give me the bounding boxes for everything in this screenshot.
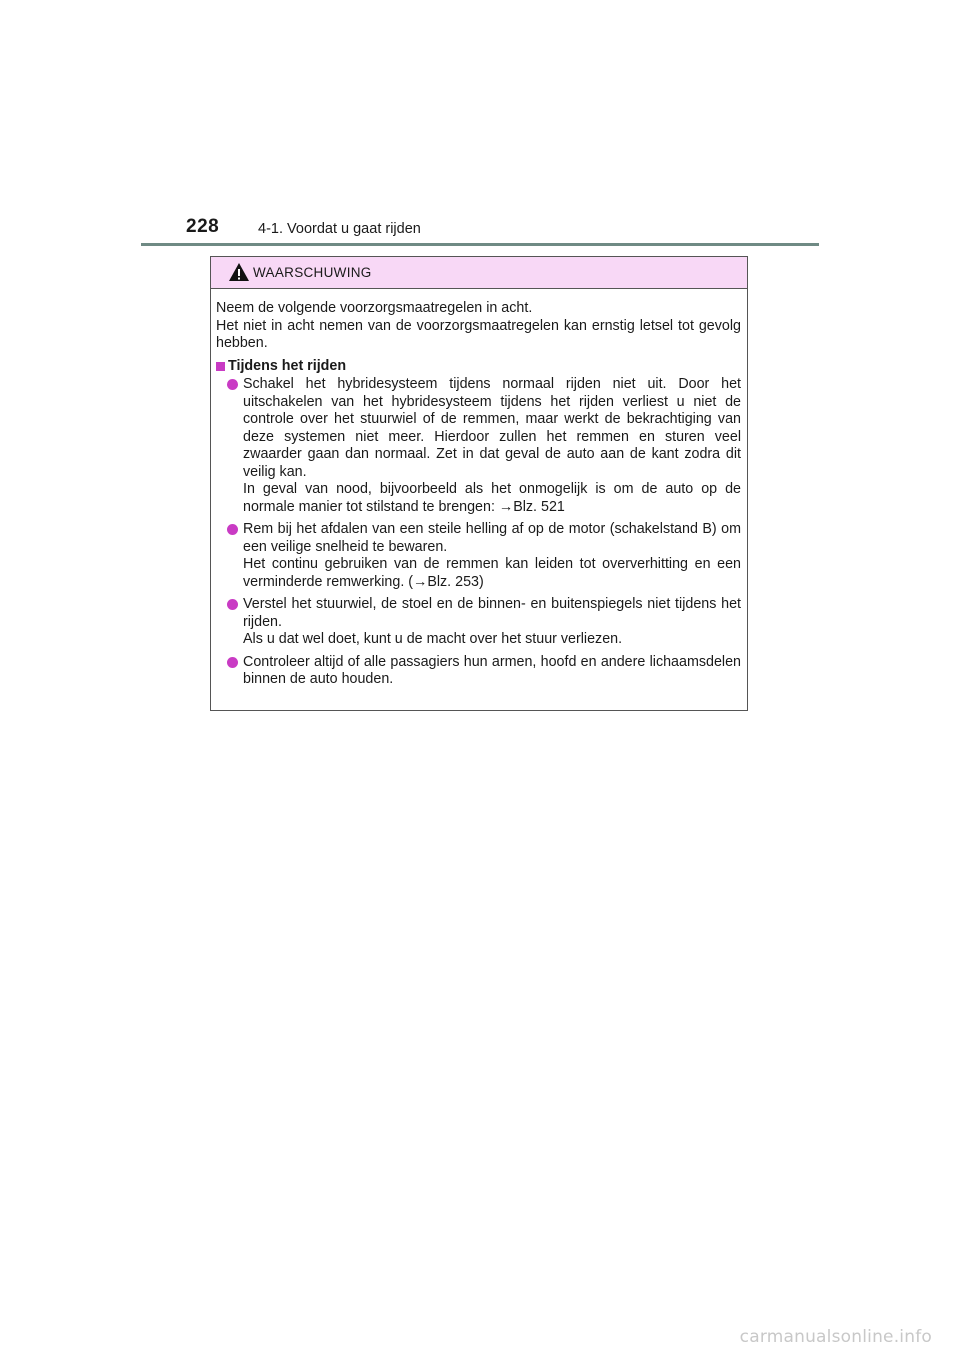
bullet-list xyxy=(216,376,741,689)
warning-triangle-icon xyxy=(228,262,250,282)
bullet-text: In geval van nood, bijvoorbeeld als het onmogelijk is om de auto op de normale manier tot stilstand te brengen: →Blz. 521 xyxy=(243,481,741,515)
header-rule xyxy=(141,243,819,246)
dot-bullet-icon xyxy=(227,599,238,610)
warning-header xyxy=(211,257,747,289)
subheading xyxy=(216,358,741,376)
bullet-text: Verstel het stuurwiel, de stoel en de binnen- en buitenspiegels niet tijdens het rijden. xyxy=(243,596,741,630)
list-item xyxy=(216,521,741,591)
list-item xyxy=(216,654,741,689)
list-item xyxy=(216,596,741,649)
dot-bullet-icon xyxy=(227,379,238,390)
section-title: 4-1. Voordat u gaat rijden xyxy=(258,221,421,237)
bullet-text: Als u dat wel doet, kunt u de macht over het stuur verliezen. xyxy=(243,631,623,647)
warning-box xyxy=(210,256,748,711)
page-number: 228 xyxy=(186,216,220,237)
warning-label: WAARSCHUWING xyxy=(253,265,372,280)
bullet-text: Rem bij het afdalen van een steile helling af op de motor (schakelstand B) om een veilige snelheid te bewaren. xyxy=(243,521,741,555)
dot-bullet-icon xyxy=(227,657,238,668)
square-bullet-icon xyxy=(216,362,225,371)
intro-line: Neem de volgende voorzorgsmaatregelen in acht. xyxy=(216,300,533,316)
subheading-text: Tijdens het rijden xyxy=(228,357,347,374)
bullet-text: Het continu gebruiken van de remmen kan leiden tot oververhitting en een verminderde remwerking. (→Blz. 253) xyxy=(243,556,741,590)
intro-line: Het niet in acht nemen van de voorzorgsmaatregelen kan ernstig letsel tot gevolg hebben. xyxy=(216,317,741,351)
warning-body xyxy=(211,289,747,689)
bullet-text: Controleer altijd of alle passagiers hun armen, hoofd en andere lichaamsdelen binnen de auto houden. xyxy=(243,653,741,687)
watermark: carmanualsonline.info xyxy=(739,1327,932,1347)
list-item xyxy=(216,376,741,516)
dot-bullet-icon xyxy=(227,524,238,535)
bullet-text: Schakel het hybridesysteem tijdens normaal rijden niet uit. Door het uitschakelen van het hybridesysteem tijdens het rijden verliest u niet de controle over het stuurwiel of de remmen, maar werkt de bekrachtiging van deze systemen niet meer. Hierdoor zullen het remmen en sturen veel zwaarder gaan dan normaal. Zet in dat geval de auto aan de kant zodra dit veilig kan. xyxy=(243,376,741,480)
warning-intro xyxy=(216,300,741,353)
